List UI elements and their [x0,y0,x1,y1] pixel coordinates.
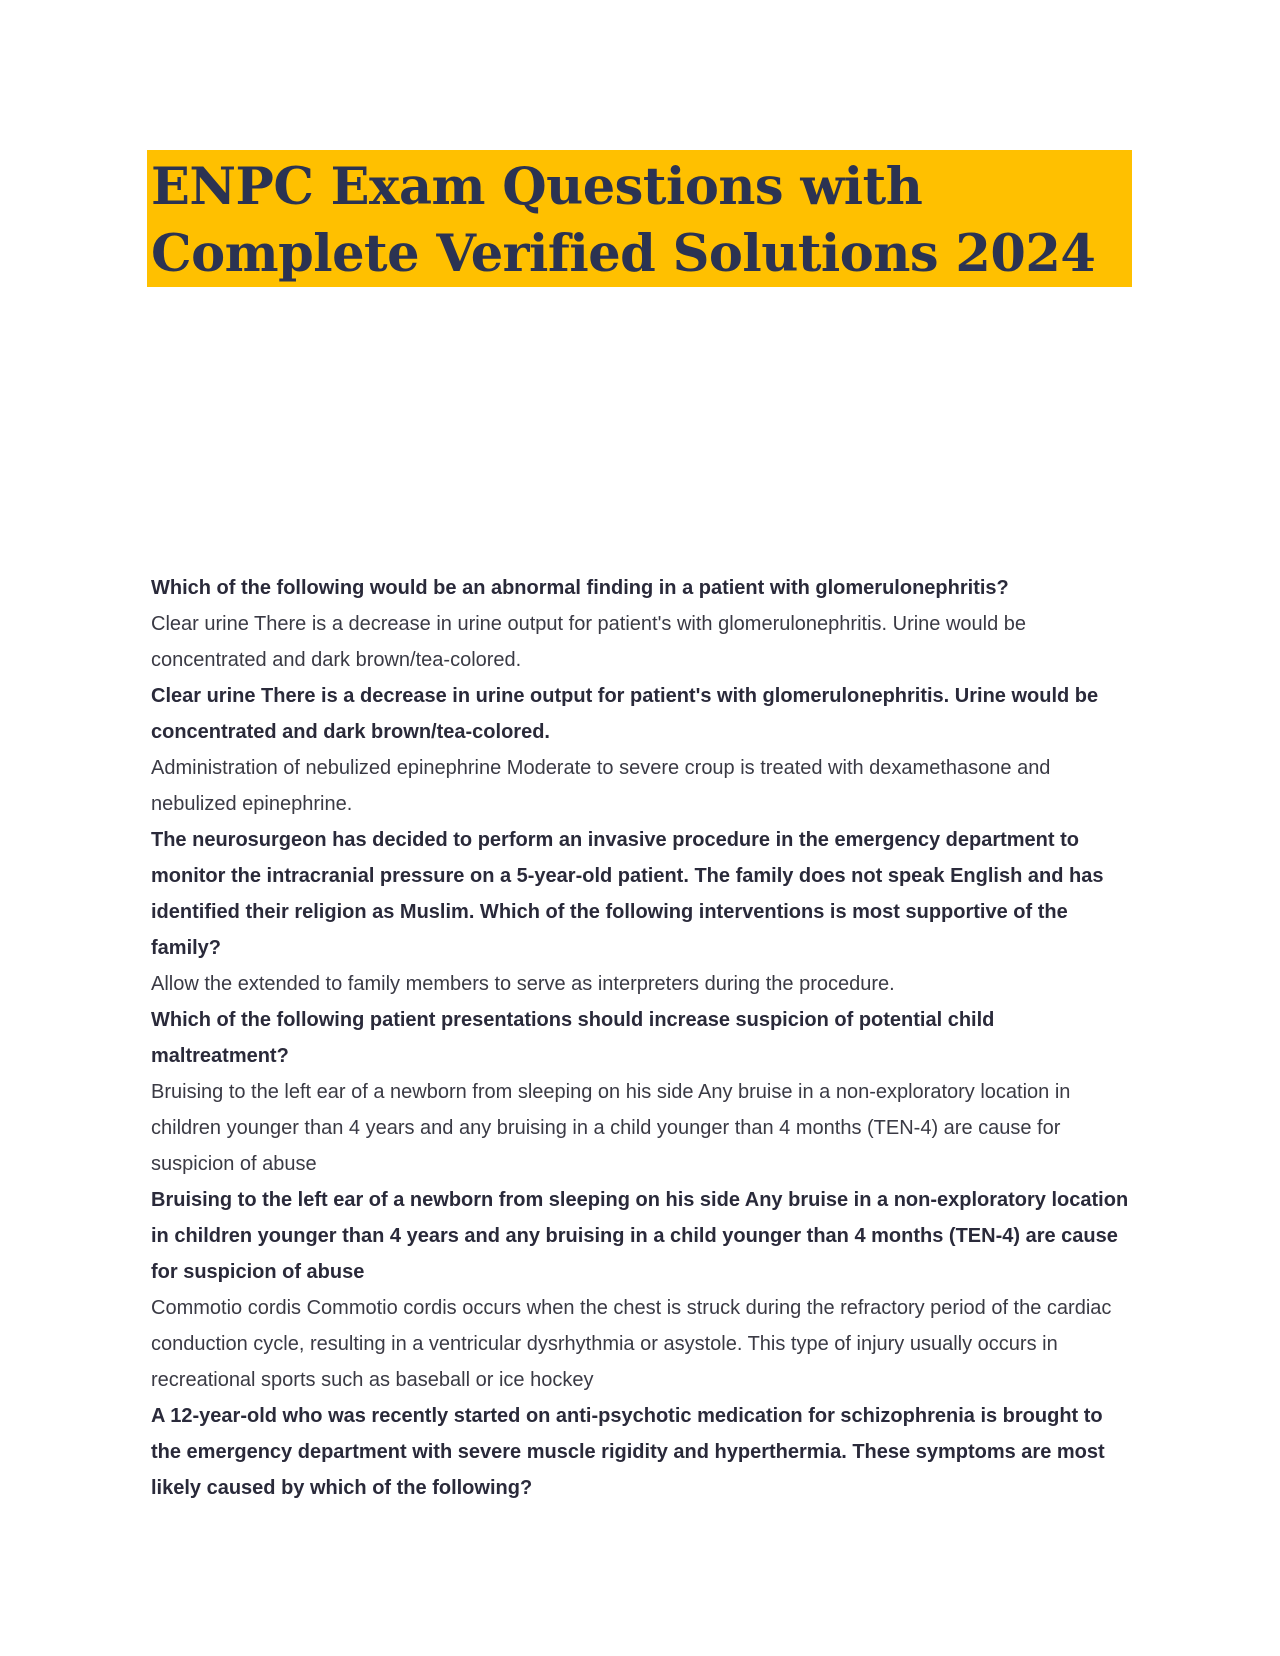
answer-paragraph: Bruising to the left ear of a newborn from sleeping on his side Any bruise in a non-exploratory location in children younger than 4 years and any bruising in a child younger than 4 months (TEN-4) are cause for suspicion of abuse [151,1081,1071,1175]
title-line-1: ENPC Exam Questions with [151,157,923,217]
question-paragraph: The neurosurgeon has decided to perform an invasive procedure in the emergency department to monitor the intracranial pressure on a 5-year-old patient. The family does not speak English and has identified their religion as Muslim. Which of the following interventions is most supportive of the family? [151,829,1104,959]
title-banner [147,150,1132,287]
answer-paragraph: Allow the extended to family members to serve as interpreters during the procedure. [151,973,895,995]
question-paragraph: Which of the following would be an abnormal finding in a patient with glomerulonephritis? [151,577,1009,599]
answer-paragraph: Clear urine There is a decrease in urine output for patient's with glomerulonephritis. Urine would be concentrated and dark brown/tea-colored. [151,613,1027,671]
question-paragraph: Which of the following patient presentations should increase suspicion of potential child maltreatment? [151,1009,995,1067]
question-paragraph: A 12-year-old who was recently started on anti-psychotic medication for schizophrenia is brought to the emergency department with severe muscle rigidity and hyperthermia. These symptoms are most likely caused by which of the following? [151,1405,1105,1499]
qa-content [151,570,1136,1506]
answer-paragraph: Administration of nebulized epinephrine Moderate to severe croup is treated with dexamethasone and nebulized epinephrine. [151,757,1051,815]
title-line-2: Complete Verified Solutions 2024 [151,224,1096,284]
answer-paragraph: Commotio cordis Commotio cordis occurs when the chest is struck during the refractory period of the cardiac conduction cycle, resulting in a ventricular dysrhythmia or asystole. This type of injury usually occurs in recreational sports such as baseball or ice hockey [151,1297,1112,1391]
question-paragraph: Clear urine There is a decrease in urine output for patient's with glomerulonephritis. Urine would be concentrated and dark brown/tea-colored. [151,685,1099,743]
question-paragraph: Bruising to the left ear of a newborn from sleeping on his side Any bruise in a non-exploratory location in children younger than 4 years and any bruising in a child younger than 4 months (TEN-4) are cause for suspicion of abuse [151,1189,1129,1283]
